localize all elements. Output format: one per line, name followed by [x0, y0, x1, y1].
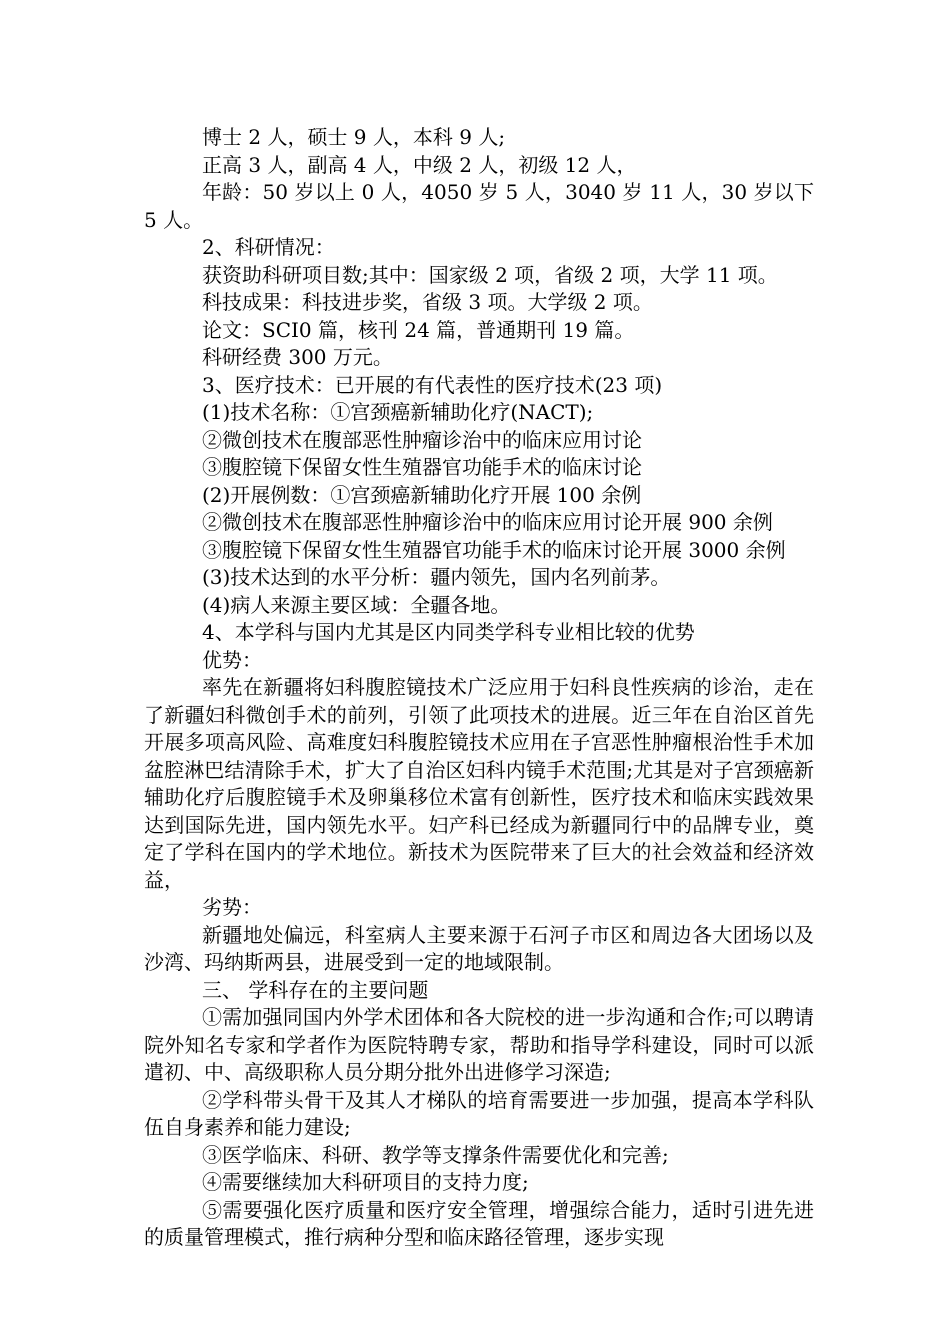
paragraph-problem-2: ②学科带头骨干及其人才梯队的培育需要进一步加强，提高本学科队伍自身素养和能力建设; [144, 1087, 814, 1139]
heading-main-problems: 三、 学科存在的主要问题 [202, 977, 429, 1002]
document-body [144, 124, 814, 1252]
heading-comparison: 4、本学科与国内尤其是区内同类学科专业相比较的优势 [202, 620, 695, 644]
paragraph-problem-4: ④需要继续加大科研项目的支持力度; [202, 1170, 529, 1194]
paragraph-problem-5: ⑤需要强化医疗质量和医疗安全管理，增强综合能力，适时引进先进的质量管理模式，推行病种分型和临床路径管理，逐步实现 [144, 1197, 814, 1249]
paragraph-case-count-3: ③腹腔镜下保留女性生殖器官功能手术的临床讨论开展 3000 余例 [202, 537, 786, 562]
heading-research: 2、科研情况： [202, 235, 335, 259]
paragraph-case-count-2: ②微创技术在腹部恶性肿瘤诊治中的临床应用讨论开展 900 余例 [202, 510, 773, 534]
paragraph-tech-item-2: ②微创技术在腹部恶性肿瘤诊治中的临床应用讨论 [202, 427, 642, 452]
paragraph-tech-name: (1)技术名称：①宫颈癌新辅助化疗(NACT); [202, 400, 594, 424]
heading-medical-technology: 3、医疗技术：已开展的有代表性的医疗技术(23 项) [202, 372, 663, 397]
paragraph-strengths: 率先在新疆将妇科腹腔镜技术广泛应用于妇科良性疾病的诊治，走在了新疆妇科微创手术的前列，引领了此项技术的进展。近三年在自治区首先开展多项高风险、高难度妇科腹腔镜技术应用在子宫恶性肿瘤根治性手术加盆腔淋巴结清除手术，扩大了自治区妇科内镜手术范围;尤其是对子宫颈癌新辅助化疗后腹腔镜手术及卵巢移位术富有创新性，医疗技术和临床实践效果达到国际先进，国内领先水平。妇产科已经成为新疆同行中的品牌专业，奠定了学科在国内的学术地位。新技术为医院带来了巨大的社会效益和经济效益， [144, 675, 814, 892]
paragraph-tech-level: (3)技术达到的水平分析：疆内领先，国内名列前茅。 [202, 565, 671, 589]
paragraph-problem-1: ①需加强同国内外学术团体和各大院校的进一步沟通和合作;可以聘请院外知名专家和学者作为医院特聘专家，帮助和指导学科建设，同时可以派遣初、中、高级职称人员分期分批外出进修学习深造; [144, 1005, 814, 1084]
paragraph-weaknesses: 新疆地处偏远，科室病人主要来源于石河子市区和周边各大团场以及沙湾、玛纳斯两县，进展受到一定的地域限制。 [144, 922, 814, 974]
heading-strengths: 优势： [202, 647, 262, 672]
paragraph-achievements: 科技成果：科技进步奖，省级 3 项。大学级 2 项。 [202, 290, 653, 314]
paragraph-funding: 科研经费 300 万元。 [202, 345, 393, 369]
paragraph-case-count: (2)开展例数：①宫颈癌新辅助化疗开展 100 余例 [202, 482, 642, 507]
paragraph-papers: 论文：SCI0 篇，核刊 24 篇，普通期刊 19 篇。 [202, 317, 635, 342]
paragraph-patient-source: (4)病人来源主要区域：全疆各地。 [202, 592, 511, 617]
paragraph-funded-projects: 获资助科研项目数;其中：国家级 2 项，省级 2 项，大学 11 项。 [202, 262, 778, 287]
paragraph-problem-3: ③医学临床、科研、教学等支撑条件需要优化和完善; [202, 1142, 669, 1167]
paragraph-tech-item-3: ③腹腔镜下保留女性生殖器官功能手术的临床讨论 [202, 455, 642, 479]
heading-weaknesses: 劣势： [202, 895, 262, 919]
paragraph-ages: 年龄：50 岁以上 0 人，4050 岁 5 人，3040 岁 11 人，30 岁以下 5 人。 [144, 180, 814, 232]
paragraph-degrees: 博士 2 人，硕士 9 人，本科 9 人; [202, 125, 506, 149]
paragraph-titles: 正高 3 人，副高 4 人，中级 2 人，初级 12 人， [202, 152, 637, 177]
